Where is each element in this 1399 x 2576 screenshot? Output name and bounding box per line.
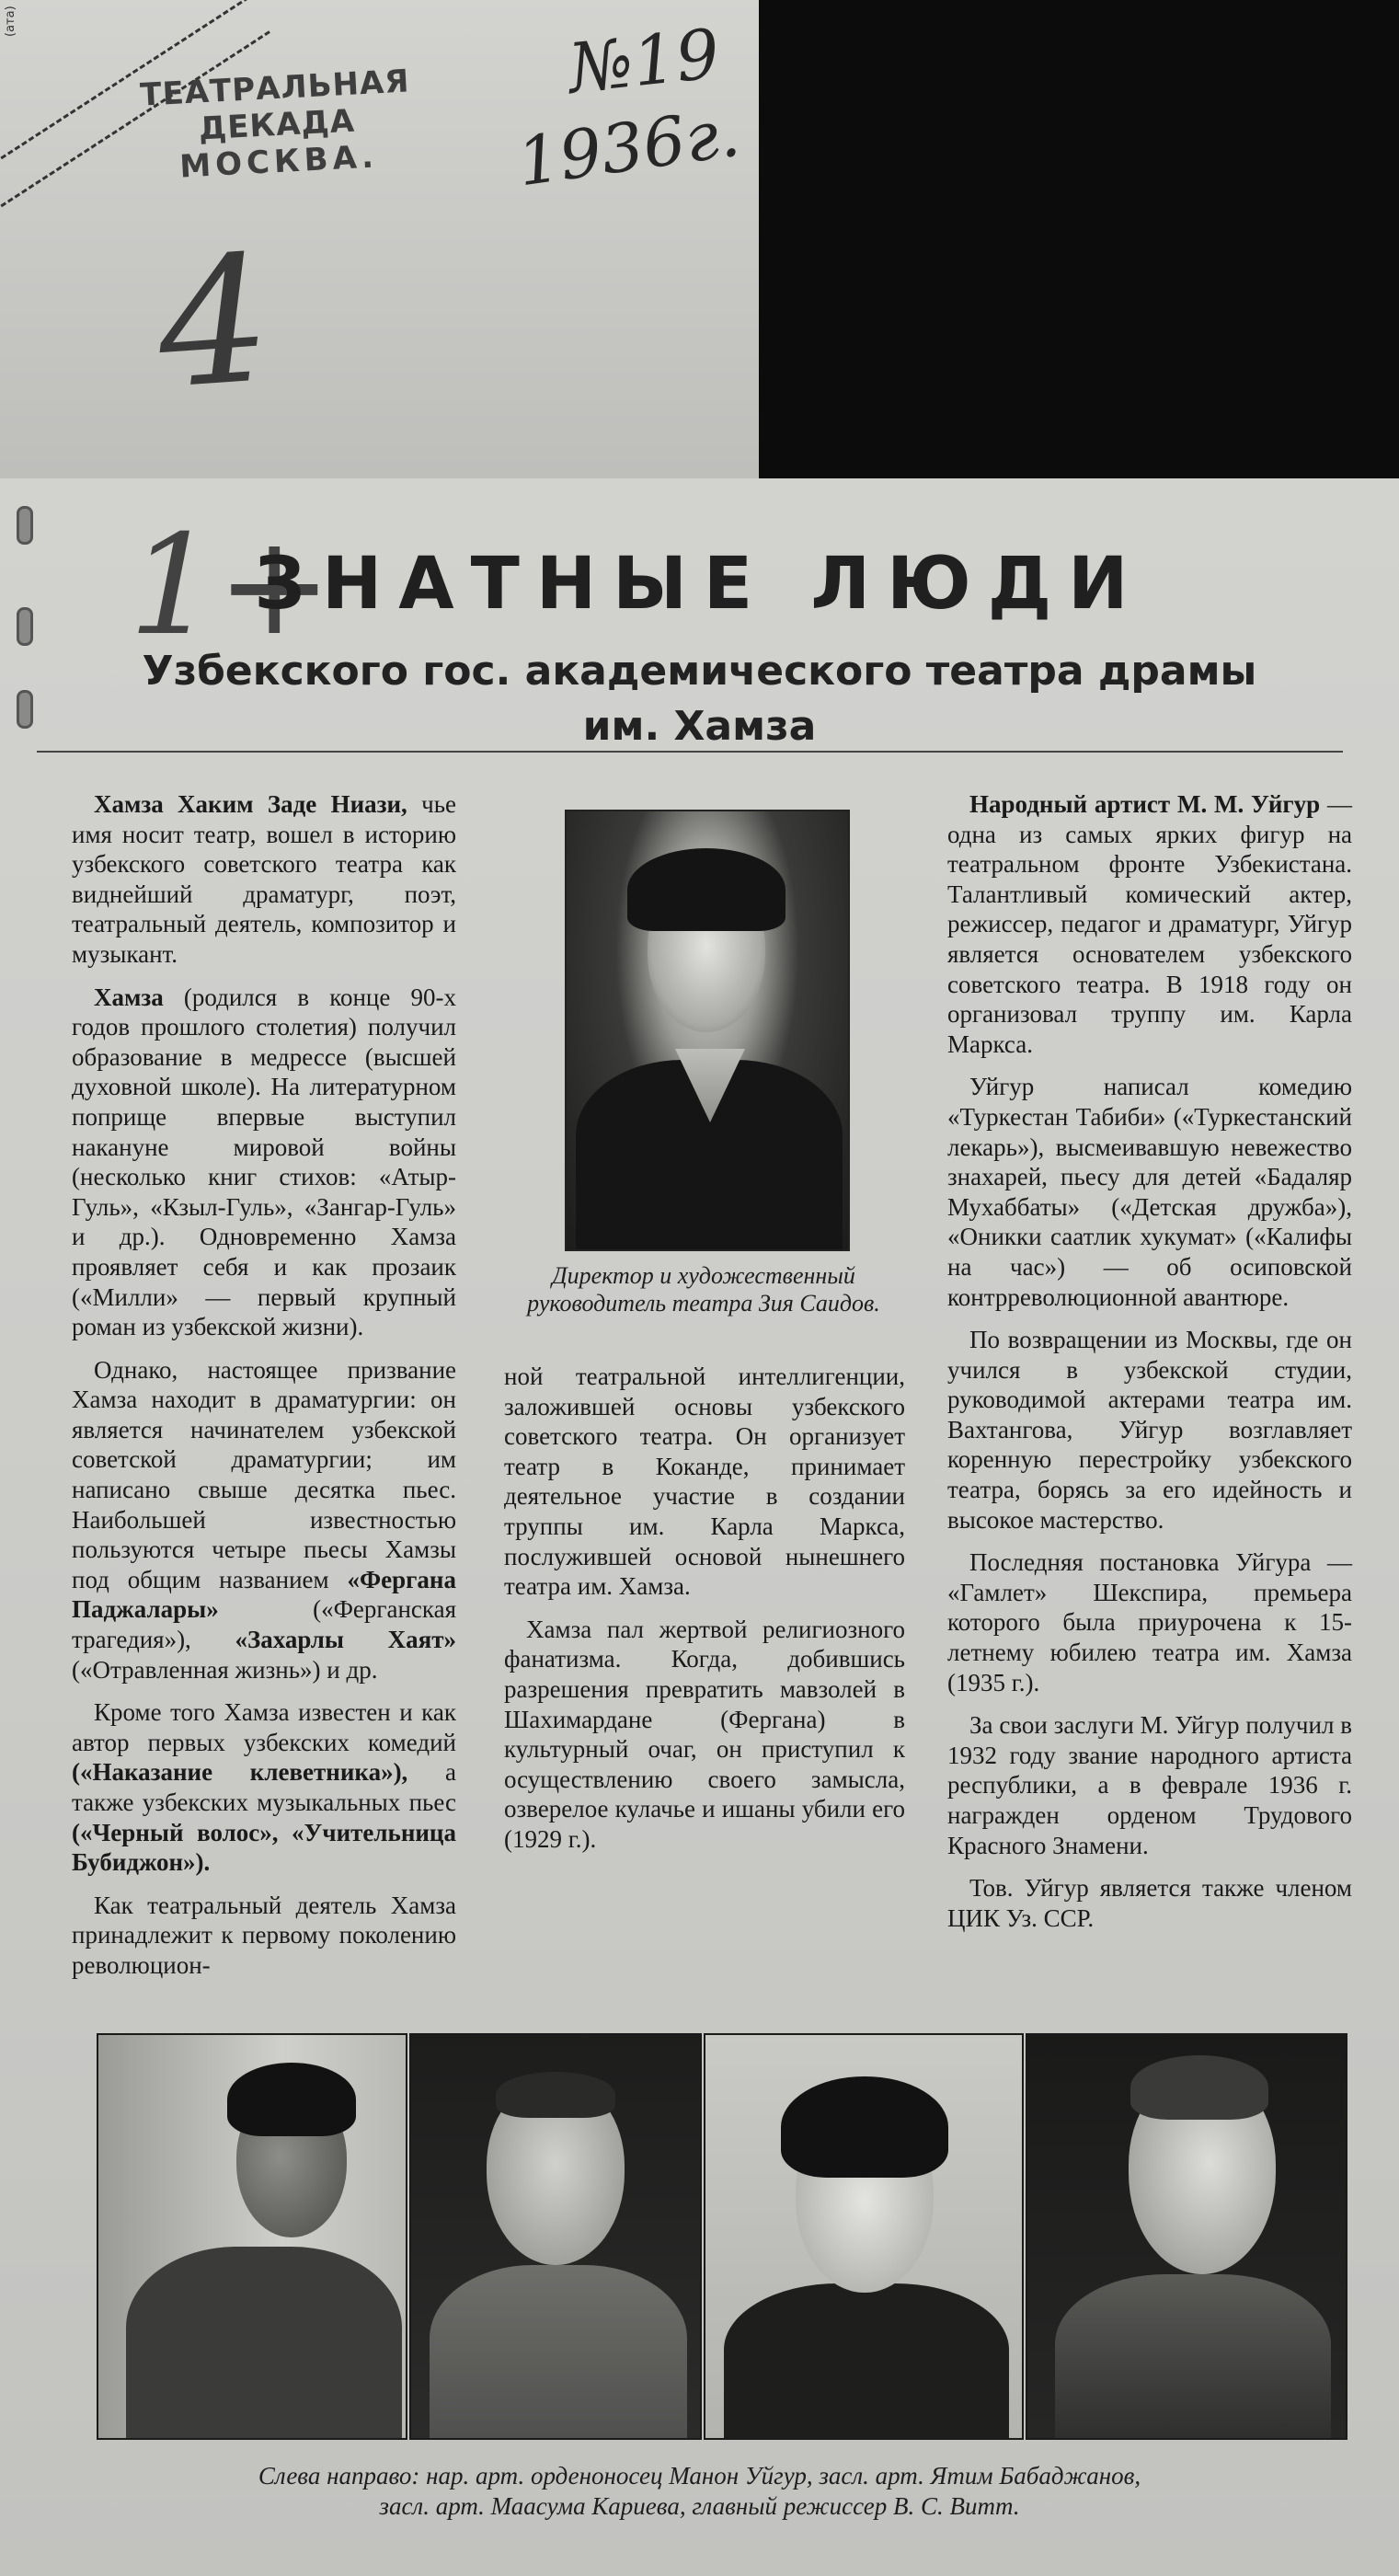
play-title: («Наказание клеветника»), bbox=[72, 1758, 408, 1787]
paragraph-text: Кроме того Хамза известен и как автор первых узбекских комедий bbox=[72, 1698, 456, 1756]
paragraph bbox=[947, 1547, 1352, 1697]
paragraph-text: Последняя постановка Уйгура — «Гамлет» Шекспира, премьера которого была приурочена к 15-летнему юбилею театра им. Хамза (1935 г.). bbox=[947, 1548, 1352, 1696]
title-rule bbox=[37, 751, 1343, 753]
paragraph-text: Как театральный деятель Хамза принадлежит к первому поколению революцион- bbox=[72, 1891, 456, 1979]
paragraph bbox=[72, 983, 456, 1342]
archive-card bbox=[0, 0, 759, 497]
portrait-hair bbox=[627, 848, 786, 931]
paragraph-text: чье имя носит театр, вошел в историю узбекского советского театра как виднейший драматург, поэт, театральный деятель, композитор и музыкант. bbox=[72, 790, 456, 968]
photo-caption-line-2: засл. арт. Маасума Кариева, главный режиссер В. С. Витт. bbox=[379, 2492, 1020, 2520]
paragraph-text: ной театральной интеллигенции, заложившей основы узбекского советского театра. Он организует театр в Коканде, принимает деятельное участие в создании труппы им. Карла Маркса, послужившей основой нынешнего театра им. Хамза. bbox=[504, 1363, 905, 1601]
paragraph-text: Однако, настоящее призвание Хамза находит в драматургии: он является начинателем узбекской советской драматургии; им написано свыше десятка пьес. Наибольшей известностью пользуются четыре пьесы Хамзы под общим названием bbox=[72, 1355, 456, 1593]
handwritten-mark: 4 bbox=[151, 217, 277, 428]
paragraph-text: а также узбекских музыкальных пьес bbox=[72, 1758, 456, 1816]
subtitle-line-1: Узбекского гос. академического театра драмы bbox=[142, 648, 1257, 695]
play-title: («Черный волос», «Учительница Бубиджон»). bbox=[72, 1818, 456, 1877]
bold-name: Хамза Хаким Заде Ниази, bbox=[94, 790, 407, 818]
bold-name: Хамза bbox=[94, 983, 164, 1011]
play-title: «Фергана Паджалары» bbox=[72, 1565, 456, 1624]
portrait-uigur bbox=[97, 2033, 407, 2440]
paragraph bbox=[72, 789, 456, 970]
handwritten-year: 1936г. bbox=[512, 93, 745, 201]
paragraph bbox=[947, 1873, 1352, 1933]
photo-caption-line-1: Слева направо: нар. арт. орденоносец Манон Уйгур, засл. арт. Ятим Бабаджанов, bbox=[258, 2462, 1141, 2490]
subtitle-line-2: им. Хамза bbox=[582, 703, 817, 750]
bold-name: Народный артист М. М. Уйгур bbox=[969, 790, 1321, 818]
left-column bbox=[72, 789, 456, 1981]
paragraph bbox=[72, 1891, 456, 1981]
paragraph bbox=[72, 1697, 456, 1878]
paragraph-text: («Ферганская трагедия»), bbox=[72, 1595, 456, 1654]
article-subtitle bbox=[0, 644, 1399, 754]
middle-column bbox=[504, 1362, 905, 1855]
director-caption: Директор и художественный руководитель театра Зия Саидов. bbox=[527, 1262, 880, 1317]
portrait-babadzhanov bbox=[409, 2033, 702, 2440]
right-column bbox=[947, 789, 1352, 1933]
paragraph-text: — одна из самых ярких фигур на театральном фронте Узбекистана. Талантливый комический актер, режиссер, педагог и драматург, Уйгур является основателем узбекского советского театра. В 1918 году он организовал труппу им. Карла Маркса. bbox=[947, 790, 1353, 1058]
director-portrait bbox=[565, 810, 850, 1251]
portrait-vitt bbox=[1026, 2033, 1347, 2440]
portrait-karieva bbox=[704, 2033, 1024, 2440]
play-title: «Захарлы Хаят» bbox=[235, 1626, 456, 1654]
handwritten-mark-clipping: 1+ bbox=[129, 506, 333, 666]
paragraph bbox=[947, 789, 1352, 1059]
paragraph bbox=[947, 1710, 1352, 1860]
paragraph-text: (родился в конце 90-х годов прошлого столетия) получил образование в медрессе (высшей духовной школе). На литературном поприще впервые выступил накануне мировой войны (несколько книг стихов: «Атыр-Гуль», «Кзыл-Гуль», «Зангар-Гуль» и др.). Одновременно Хамза проявляет себя и как прозаик («Милли» — первый крупный роман из узбекской жизни). bbox=[72, 983, 456, 1341]
paragraph bbox=[947, 1325, 1352, 1535]
paragraph-text: Уйгур написал комедию «Туркестан Табиби» («Туркестанский лекарь»), высмеивавшую невежество знахарей, пьесу для детей «Бадаляр Мухаббаты» («Детская дружба»), «Оникки саатлик хукумат» («Калифы на час») — об осиповской контрреволюционной авантюре. bbox=[947, 1073, 1352, 1311]
newspaper-clipping bbox=[0, 478, 1399, 2576]
stamp-line-2: МОСКВА. bbox=[178, 138, 379, 186]
paragraph-text: («Отравленная жизнь») и др. bbox=[72, 1655, 378, 1684]
paragraph bbox=[504, 1362, 905, 1602]
paragraph-text: Хамза пал жертвой религиозного фанатизма. Когда, добившись разрешения превратить мавзолей в Шахимардане (Фергана) в культурный очаг, он приступил к осуществлению своего замысла, озверелое кулачье и ишаны убили его (1929 г.). bbox=[504, 1615, 905, 1853]
dark-background-block bbox=[759, 0, 1399, 483]
paragraph bbox=[72, 1355, 456, 1685]
card-corner-label: (ата) bbox=[4, 6, 17, 37]
photo-caption bbox=[0, 2461, 1399, 2522]
photo-strip bbox=[97, 2033, 1347, 2440]
punch-hole bbox=[17, 506, 33, 545]
stamp-line-1: ТЕАТРАЛЬНАЯ ДЕКАДА bbox=[139, 63, 411, 148]
paragraph-text: За свои заслуги М. Уйгур получил в 1932 году звание народного артиста республики, а в феврале 1936 г. награжден орденом Трудового Красного Знамени. bbox=[947, 1711, 1352, 1859]
paragraph-text: Тов. Уйгур является также членом ЦИК Уз. ССР. bbox=[947, 1874, 1352, 1932]
article-title: ЗНАТНЫЕ ЛЮДИ bbox=[254, 543, 1145, 626]
archive-stamp bbox=[86, 60, 468, 190]
paragraph bbox=[504, 1615, 905, 1855]
paragraph-text: По возвращении из Москвы, где он учился в узбекской студии, руководимой актерами театра им. Вахтангова, Уйгур возглавляет коренную перестройку узбекского театра, борясь за его идейность и высокое мастерство. bbox=[947, 1326, 1352, 1534]
handwritten-number: №19 bbox=[564, 14, 724, 109]
paragraph bbox=[947, 1072, 1352, 1312]
